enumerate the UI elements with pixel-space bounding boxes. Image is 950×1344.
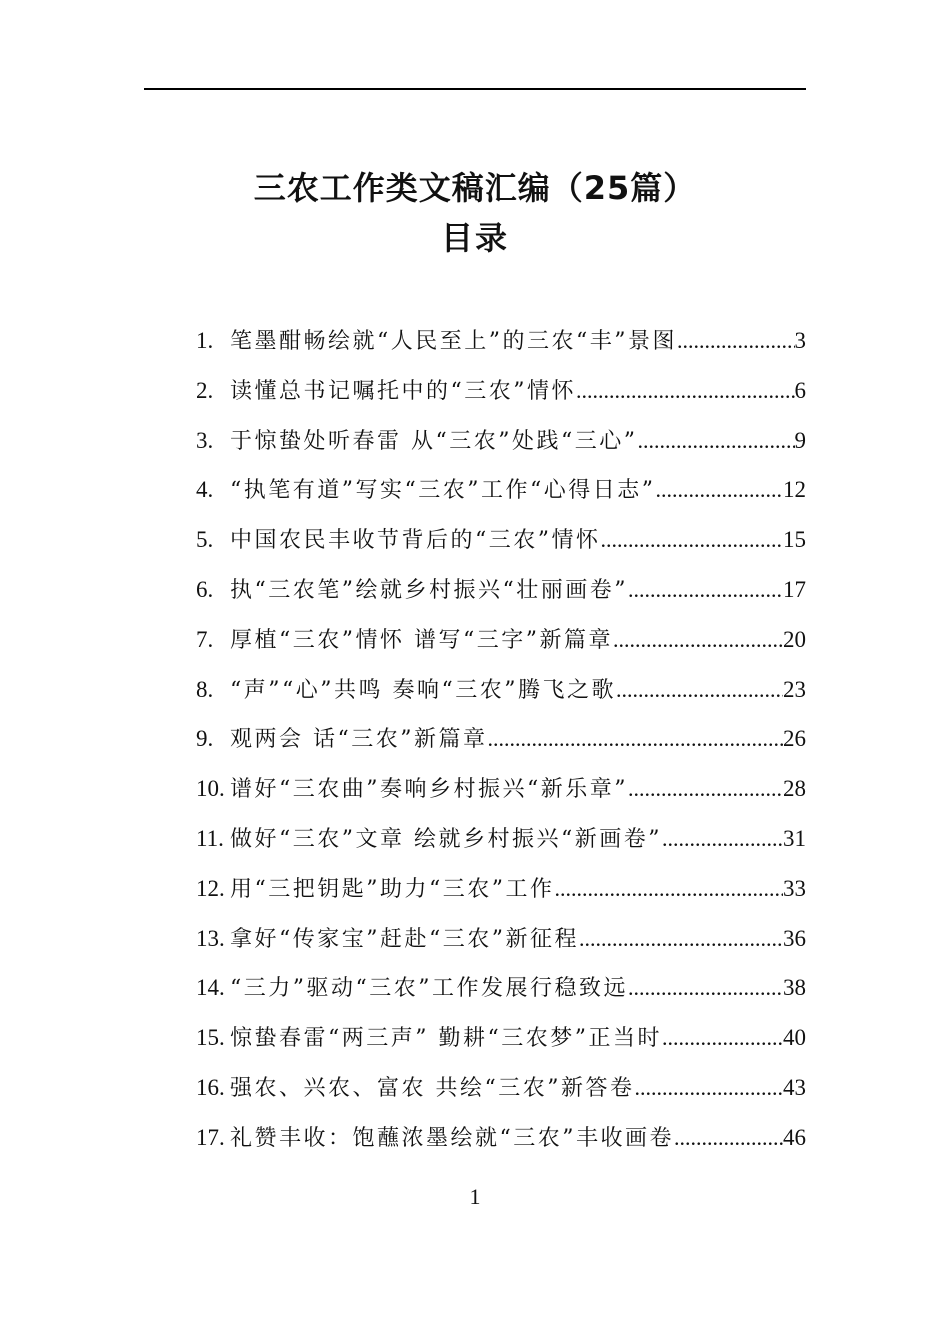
toc-entry-number: 5. <box>196 527 214 553</box>
toc-entry[interactable] <box>196 814 806 864</box>
toc-entry[interactable] <box>196 416 806 466</box>
toc-dot-leader <box>628 764 783 814</box>
toc-entry-page: 38 <box>783 975 806 1001</box>
toc-entry[interactable] <box>196 1013 806 1063</box>
toc-entry[interactable] <box>196 316 806 366</box>
toc-entry-page: 15 <box>783 527 806 553</box>
toc-entry-page: 17 <box>783 576 806 602</box>
toc-entry-number: 1. <box>196 328 214 353</box>
toc-entry[interactable] <box>196 366 806 416</box>
toc-entry-title: 读懂总书记嘱托中的“三农”情怀 <box>230 378 576 404</box>
toc-dot-leader <box>616 665 783 715</box>
toc-entry[interactable] <box>196 615 806 665</box>
toc-entry-page: 28 <box>783 776 806 802</box>
toc-dot-leader <box>674 1113 783 1163</box>
toc-entry-number: 11. <box>196 825 224 851</box>
toc-entry-title: 强农、兴农、富农 共绘“三农”新答卷 <box>230 1075 635 1101</box>
toc-entry-page: 46 <box>783 1124 806 1150</box>
header-rule <box>144 88 806 90</box>
toc-dot-leader <box>662 1013 783 1063</box>
toc-entry-number: 9. <box>196 726 214 752</box>
toc-entry-number: 17. <box>196 1124 225 1150</box>
toc-entry[interactable] <box>196 1113 806 1163</box>
toc-dot-leader <box>635 1063 784 1113</box>
toc-entry-page: 12 <box>783 477 806 503</box>
toc-entry-title: 礼赞丰收：饱蘸浓墨绘就“三农”丰收画卷 <box>230 1125 674 1151</box>
toc-entry[interactable] <box>196 714 806 764</box>
toc-entry-number: 14. <box>196 975 225 1001</box>
toc-entry[interactable] <box>196 565 806 615</box>
toc-entry-number: 15. <box>196 1025 225 1051</box>
toc-dot-leader <box>628 565 783 615</box>
toc-entry-title: 谱好“三农曲”奏响乡村振兴“新乐章” <box>230 777 628 803</box>
toc-entry-title: 中国农民丰收节背后的“三农”情怀 <box>230 528 601 554</box>
toc-dot-leader <box>579 914 783 964</box>
toc-entry-page: 33 <box>783 875 806 901</box>
toc-entry-number: 3. <box>196 427 214 453</box>
toc-entry-number: 12. <box>196 875 225 901</box>
toc-dot-leader <box>628 963 783 1013</box>
toc-entry-number: 10. <box>196 776 225 802</box>
toc-entry-number: 13. <box>196 925 225 951</box>
toc-entry[interactable] <box>196 465 806 515</box>
toc-dot-leader <box>662 814 783 864</box>
toc-entry-number: 4. <box>196 477 214 503</box>
toc-entry-title: 笔墨酣畅绘就“人民至上”的三农“丰”景图 <box>230 329 677 354</box>
document-title: 三农工作类文稿汇编（25篇） <box>253 169 697 207</box>
toc-entry-page: 43 <box>783 1074 806 1100</box>
toc-entry[interactable] <box>196 665 806 715</box>
toc-entry-page: 9 <box>794 427 806 453</box>
toc-entry[interactable] <box>196 515 806 565</box>
toc-entry-title: 拿好“传家宝”赶赴“三农”新征程 <box>230 926 579 952</box>
toc-entry-page: 6 <box>794 377 806 403</box>
toc-dot-leader <box>655 465 783 515</box>
toc-entry-title: “三力”驱动“三农”工作发展行稳致远 <box>230 976 628 1002</box>
toc-entry-page: 36 <box>783 925 806 951</box>
toc-entry-number: 16. <box>196 1074 225 1100</box>
toc-dot-leader <box>555 864 784 914</box>
toc-entry-number: 2. <box>196 377 214 403</box>
toc-dot-leader <box>637 416 794 466</box>
toc-dot-leader <box>488 714 784 764</box>
toc-dot-leader <box>613 615 783 665</box>
toc-dot-leader <box>601 515 784 565</box>
toc-entry-page: 40 <box>783 1025 806 1051</box>
toc-entry-title: “声”“心”共鸣 奏响“三农”腾飞之歌 <box>230 677 616 703</box>
toc-entry-page: 20 <box>783 626 806 652</box>
toc-entry-title: 做好“三农”文章 绘就乡村振兴“新画卷” <box>230 826 662 852</box>
toc-entry-page: 26 <box>783 726 806 752</box>
toc-entry-number: 7. <box>196 626 214 652</box>
toc-entry[interactable] <box>196 864 806 914</box>
page-number: 1 <box>469 1184 481 1209</box>
toc-entry-page: 23 <box>783 676 806 702</box>
toc-entry[interactable] <box>196 1063 806 1113</box>
toc-entry[interactable] <box>196 764 806 814</box>
table-of-contents <box>196 316 806 1163</box>
toc-entry[interactable] <box>196 963 806 1013</box>
toc-entry-title: 惊蛰春雷“两三声” 勤耕“三农梦”正当时 <box>230 1026 662 1052</box>
toc-entry-title: 厚植“三农”情怀 谱写“三字”新篇章 <box>230 627 613 653</box>
toc-entry-page: 31 <box>783 825 806 851</box>
toc-heading: 目录 <box>440 219 509 257</box>
toc-entry-number: 8. <box>196 676 214 702</box>
toc-dot-leader <box>576 366 795 416</box>
toc-entry-title: 于惊蛰处听春雷 从“三农”处践“三心” <box>230 428 638 454</box>
toc-entry-number: 6. <box>196 576 214 602</box>
toc-entry-title: 用“三把钥匙”助力“三农”工作 <box>230 876 555 902</box>
toc-entry[interactable] <box>196 914 806 964</box>
toc-entry-page: 3 <box>794 328 806 353</box>
toc-entry-title: “执笔有道”写实“三农”工作“心得日志” <box>230 478 656 504</box>
toc-entry-title: 观两会 话“三农”新篇章 <box>230 727 488 753</box>
toc-entry-title: 执“三农笔”绘就乡村振兴“壮丽画卷” <box>230 577 628 603</box>
toc-dot-leader <box>677 316 795 366</box>
